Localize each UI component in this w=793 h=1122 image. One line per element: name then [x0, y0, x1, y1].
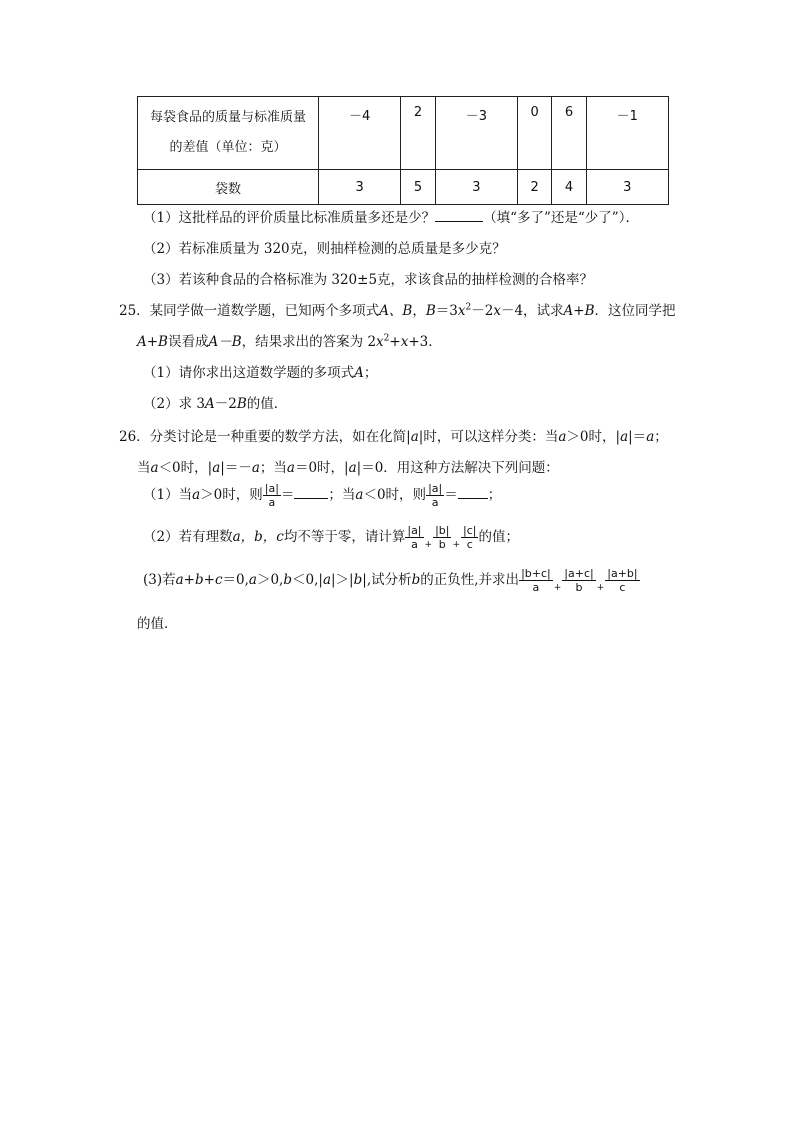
data-table [137, 96, 669, 205]
q26-part3-end: 的值． [137, 616, 178, 632]
q26-line1: 26．分类讨论是一种重要的数学方法，如在化简|a|时，可以这样分类：当a＞0时，|a|＝a； [119, 429, 668, 445]
fraction-abs-c-over-c: $\frac{|c|}{c}$ [463, 524, 477, 551]
count-cell: 2 [518, 170, 552, 205]
q26-line2: 当a＜0时，|a|＝－a；当a＝0时，|a|＝0．用这种方法解决下列问题： [137, 460, 559, 476]
q24-p1-suffix: （填“多了”还是“少了”）． [483, 210, 639, 226]
fraction-abs-a-over-a: $\frac{|a|}{a}$ [428, 482, 443, 509]
fraction-bc-over-a: $\frac{|b+c|}{a}$ [521, 567, 551, 594]
fraction-abs-a-over-a: $\frac{|a|}{a}$ [407, 524, 422, 551]
q25-line1: 25．某同学做一道数学题，已知两个多项式A、B，$B=3x^2-2x-4$，试求A+B．这位同学把 [119, 302, 676, 319]
count-cell: 5 [401, 170, 435, 205]
fraction-ab-over-c: $\frac{|a+b|}{c}$ [607, 567, 638, 594]
count-cell: 3 [435, 170, 517, 205]
q24-part3: （3）若该种食品的合格标准为 320±5克，求该食品的抽样检测的合格率？ [143, 272, 594, 288]
fraction-abs-b-over-b: $\frac{|b|}{b}$ [435, 524, 450, 551]
count-cell: 3 [319, 170, 401, 205]
diff-cell: －1 [586, 97, 668, 170]
q26-part3: (3)若a+b+c＝0,a＞0,b＜0,|a|＞|b|,试分析b的正负性,并求出 $\frac{|b+c|}{a}$ $_+$ $\frac{|a+c|}{b}$ $_+$ $\frac{|a+b|}{c}$ [143, 567, 638, 594]
q26-part2: （2）若有理数a，b，c均不等于零，请计算 $\frac{|a|}{a}$ $_+$ $\frac{|b|}{b}$ $_+$ $\frac{|c|}{c}$ 的值； [143, 524, 519, 551]
diff-cell: －3 [435, 97, 517, 170]
answer-blank[interactable] [435, 221, 483, 222]
header-line2: 的差值（单位：克） [169, 140, 287, 155]
answer-blank[interactable] [458, 498, 488, 499]
count-label-cell: 袋数 [138, 170, 319, 205]
diff-cell: 2 [401, 97, 435, 170]
q24-part2: （2）若标准质量为 320克，则抽样检测的总质量是多少克？ [143, 241, 506, 257]
q26-part1: （1）当a＞0时，则 $\frac{|a|}{a}$ ＝ ；当a＜0时，则 $\frac{|a|}{a}$ ＝ ； [143, 482, 502, 509]
table-header-cell [138, 97, 319, 170]
q24-p1-text: （1）这批样品的评价质量比标准质量多还是少？ [143, 210, 436, 226]
diff-cell: －4 [319, 97, 401, 170]
fraction-abs-a-over-a: $\frac{|a|}{a}$ [264, 482, 279, 509]
q25-line2: A+B误看成A－B，结果求出的答案为 $2x^2+x+3$． [137, 333, 442, 350]
diff-cell: 6 [552, 97, 586, 170]
count-cell: 4 [552, 170, 586, 205]
q25-part1: （1）请你求出这道数学题的多项式A； [143, 365, 378, 381]
diff-cell: 0 [518, 97, 552, 170]
q24-part1 [143, 206, 639, 226]
header-line1: 每袋食品的质量与标准质量 [149, 110, 306, 125]
answer-blank[interactable] [294, 498, 328, 499]
fraction-ac-over-b: $\frac{|a+c|}{b}$ [564, 567, 594, 594]
count-cell: 3 [586, 170, 668, 205]
q25-part2: （2）求 3A－2B的值． [143, 396, 288, 412]
